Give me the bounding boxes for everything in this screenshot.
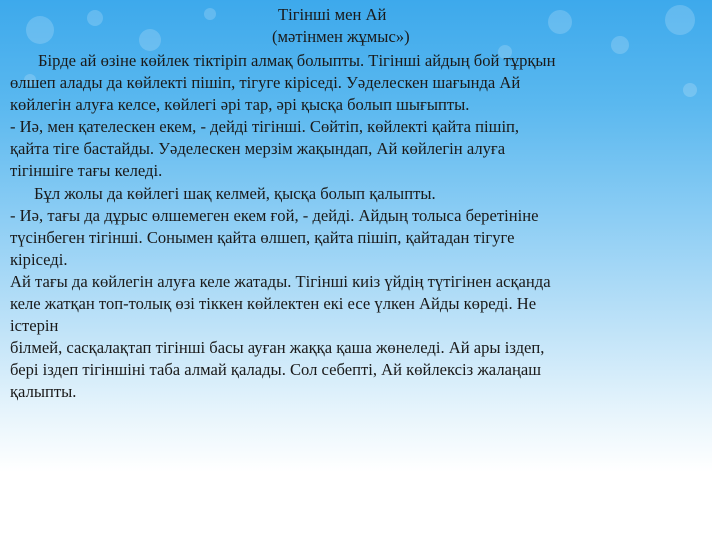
text-line: - Иә, мен қателескен екем, - дейді тігінші. Сөйтіп, көйлекті қайта пішіп,	[10, 117, 520, 137]
text-line: өлшеп алады да көйлекті пішіп, тігуге кіріседі. Уәделескен шағында Ай	[10, 73, 521, 93]
text-line: тігіншіге тағы келеді.	[10, 161, 163, 181]
text-line: Ай тағы да көйлегін алуға келе жатады. Тігінші киіз үйдің түтігінен асқанда	[10, 271, 551, 291]
text-line: бері іздеп тігіншіні таба алмай қалады. Сол себепті, Ай көйлексіз жалаңаш	[10, 360, 541, 380]
text-line: Бірде ай өзіне көйлек тіктіріп алмақ болыпты. Тігінші айдың бой тұрқын	[38, 51, 556, 70]
text-line: қайта тігe бастайды. Уәделескен мерзім жақындап, Ай көйлегін алуға	[10, 139, 506, 159]
text-line: Бұл жолы да көйлегі шақ келмей, қысқа болып қалыпты.	[34, 183, 436, 203]
text-line: білмей, сасқалақтап тігінші басы ауған жаққа қаша жөнеледі. Ай ары іздеп,	[10, 338, 545, 358]
text-line: - Иә, тағы да дұрыс өлшемеген екем ғой, - дейді. Айдың толыса беретініне	[10, 205, 539, 225]
text-line: кіріседі.	[10, 249, 68, 269]
story-subtitle: (мәтінмен жұмыс»)	[272, 27, 410, 46]
text-line: түсінбеген тігінші. Сонымен қайта өлшеп, қайта пішіп, қайтадан тігуге	[10, 227, 515, 247]
story-title: Тігінші мен Ай	[278, 5, 387, 24]
text-line: қалыпты.	[10, 382, 77, 402]
text-line: келе жатқан топ-толық өзі тіккен көйлектен екі есе үлкен Айды көреді. Не	[10, 294, 537, 314]
text-line: істерін	[10, 316, 59, 336]
text-line: көйлегін алуға келсе, көйлегі әрі тар, әрі қысқа болып шығыпты.	[10, 95, 470, 115]
story-text-block	[10, 4, 700, 404]
